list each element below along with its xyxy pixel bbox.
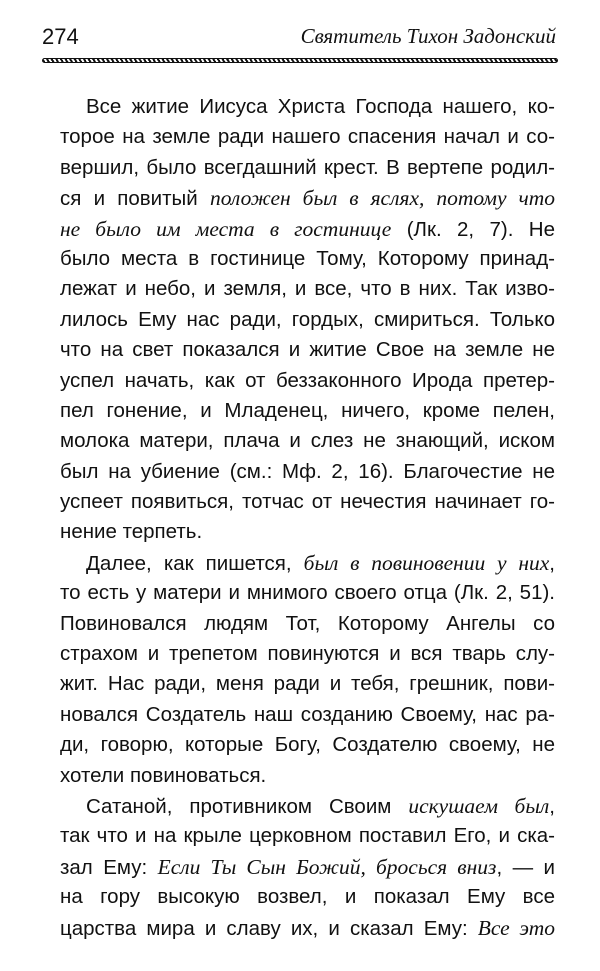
text-segment: лежат и небо, и земля, и все, что в них. Так изво- — [60, 277, 555, 301]
text-segment: успеет появиться, тотчас от нечестия начинает го- — [60, 490, 555, 514]
text-segment: лилось Ему нас ради, гордых, смириться. Только — [60, 307, 555, 331]
text-segment: молока матери, плача и слез не знающий, иском — [60, 429, 555, 453]
text-segment: Сатаной, противником Своим — [86, 794, 409, 818]
text-segment: торое на земле ради нашего спасения начал и со- — [60, 125, 555, 149]
text-segment: так что и на крыле церковном поставил Его, и ска- — [60, 824, 555, 848]
text-segment: успел начать, как от беззаконного Ирода претер- — [60, 368, 555, 392]
page-number: 274 — [42, 24, 79, 49]
text-segment: ди, говорю, которые Богу, Создателю своему, не — [60, 733, 555, 757]
text-segment: жит. Нас ради, меня ради и тебя, грешник, пови- — [60, 672, 555, 696]
text-line — [60, 92, 555, 122]
text-segment: , — и — [496, 855, 555, 879]
text-segment: новался Создатель наш созданию Своему, нас ра- — [60, 702, 555, 726]
text-line — [60, 274, 555, 304]
text-line — [60, 548, 555, 578]
text-line — [60, 700, 555, 730]
text-line — [60, 214, 555, 244]
text-line — [60, 669, 555, 699]
text-segment: , — [549, 551, 555, 575]
page-header — [42, 22, 556, 52]
text-line — [60, 517, 555, 547]
italic-quote: был в повиновении у них — [303, 550, 550, 575]
text-segment: на гору высокую возвел, и показал Ему все — [60, 885, 555, 909]
header-rule-divider — [42, 58, 558, 63]
text-segment: что на свет показался и житие Свое на земле не — [60, 338, 555, 362]
italic-quote: Все это — [477, 915, 555, 940]
text-segment: был на убиение (см.: Мф. 2, 16). Благочестие не — [60, 459, 555, 483]
italic-quote: положен был в яслях, потому что — [209, 186, 555, 211]
text-line — [60, 609, 555, 639]
text-line — [60, 122, 555, 152]
text-segment: (Лк. 2, 7). Не — [391, 217, 556, 241]
text-line — [60, 730, 555, 760]
running-title: Святитель Тихон Задонский — [300, 24, 556, 48]
text-line — [60, 457, 555, 487]
text-segment: то есть у матери и мнимого своего отца (Лк. 2, 51). — [60, 581, 555, 605]
text-line — [60, 578, 555, 608]
text-line — [60, 882, 555, 912]
text-line — [60, 366, 555, 396]
text-line — [60, 821, 555, 851]
text-segment: , — [549, 794, 555, 818]
text-segment: хотели повиноваться. — [60, 763, 267, 787]
text-line — [60, 244, 555, 274]
text-segment: зал Ему: — [60, 855, 158, 879]
text-segment: царства мира и славу их, и сказал Ему: — [60, 916, 478, 940]
text-segment: страхом и трепетом повинуются и вся тварь слу- — [60, 642, 555, 666]
text-line — [60, 761, 555, 791]
text-segment: Повиновался людям Тот, Которому Ангелы со — [60, 611, 555, 635]
text-line — [60, 487, 555, 517]
text-line — [60, 335, 555, 365]
text-line — [60, 305, 555, 335]
text-segment: Все житие Иисуса Христа Господа нашего, ко- — [86, 95, 555, 118]
text-segment: было места в гостинице Тому, Которому принад- — [60, 246, 555, 270]
text-line — [60, 913, 555, 943]
text-segment: нение терпеть. — [60, 520, 203, 544]
text-segment: Далее, как пишется, — [86, 551, 304, 575]
text-line — [60, 396, 555, 426]
text-line — [60, 426, 555, 456]
body-text — [60, 92, 555, 943]
italic-quote: не было им места в гостинице — [60, 216, 392, 241]
text-line — [60, 153, 555, 183]
italic-quote: Если Ты Сын Божий, бросься вниз — [157, 854, 497, 879]
text-segment: пел гонение, и Младенец, ничего, кроме пелен, — [60, 398, 555, 422]
text-line — [60, 183, 555, 213]
text-segment: ся и повитый — [60, 187, 210, 211]
italic-quote: искушаем был — [408, 793, 550, 818]
text-line — [60, 639, 555, 669]
text-line — [60, 852, 555, 882]
text-line — [60, 791, 555, 821]
text-segment: вершил, было всегдашний крест. В вертепе родил- — [60, 155, 555, 179]
